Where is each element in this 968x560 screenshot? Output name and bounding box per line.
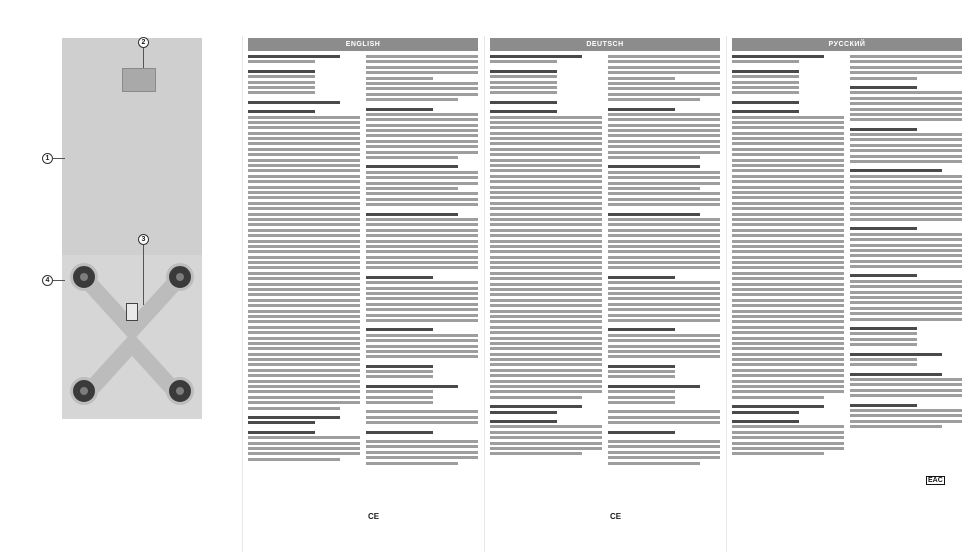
battery-compartment — [126, 303, 138, 321]
ce-mark: CE — [610, 512, 622, 521]
leader-line — [53, 280, 65, 281]
bottom-frame-x — [82, 275, 182, 399]
scale-display — [122, 68, 156, 92]
section-header: РУССКИЙ — [732, 38, 962, 51]
leader-line — [143, 48, 144, 68]
callout-2: 2 — [138, 37, 149, 48]
section-header: DEUTSCH — [490, 38, 720, 51]
eac-mark: EAC — [928, 477, 943, 484]
text-column — [608, 55, 720, 467]
callout-4: 4 — [42, 275, 53, 286]
scale-bottom-view — [62, 255, 202, 419]
fold-line — [484, 36, 485, 552]
section-header: ENGLISH — [248, 38, 478, 51]
leader-line — [53, 158, 65, 159]
fold-line — [726, 36, 727, 552]
ce-mark: CE — [368, 512, 380, 521]
foot-sensor — [70, 377, 98, 405]
text-column — [248, 55, 360, 467]
text-column — [732, 55, 844, 458]
foot-sensor — [70, 263, 98, 291]
foot-sensor — [166, 377, 194, 405]
callout-3: 3 — [138, 234, 149, 245]
fold-line — [242, 36, 243, 552]
scale-top-view — [62, 38, 202, 278]
leader-line — [143, 245, 144, 305]
callout-1: 1 — [42, 153, 53, 164]
text-column — [490, 55, 602, 467]
section-deutsch — [490, 38, 720, 548]
foot-sensor — [166, 263, 194, 291]
text-column — [366, 55, 478, 467]
section-russian — [732, 38, 962, 548]
section-english — [248, 38, 478, 548]
text-column — [850, 55, 962, 458]
